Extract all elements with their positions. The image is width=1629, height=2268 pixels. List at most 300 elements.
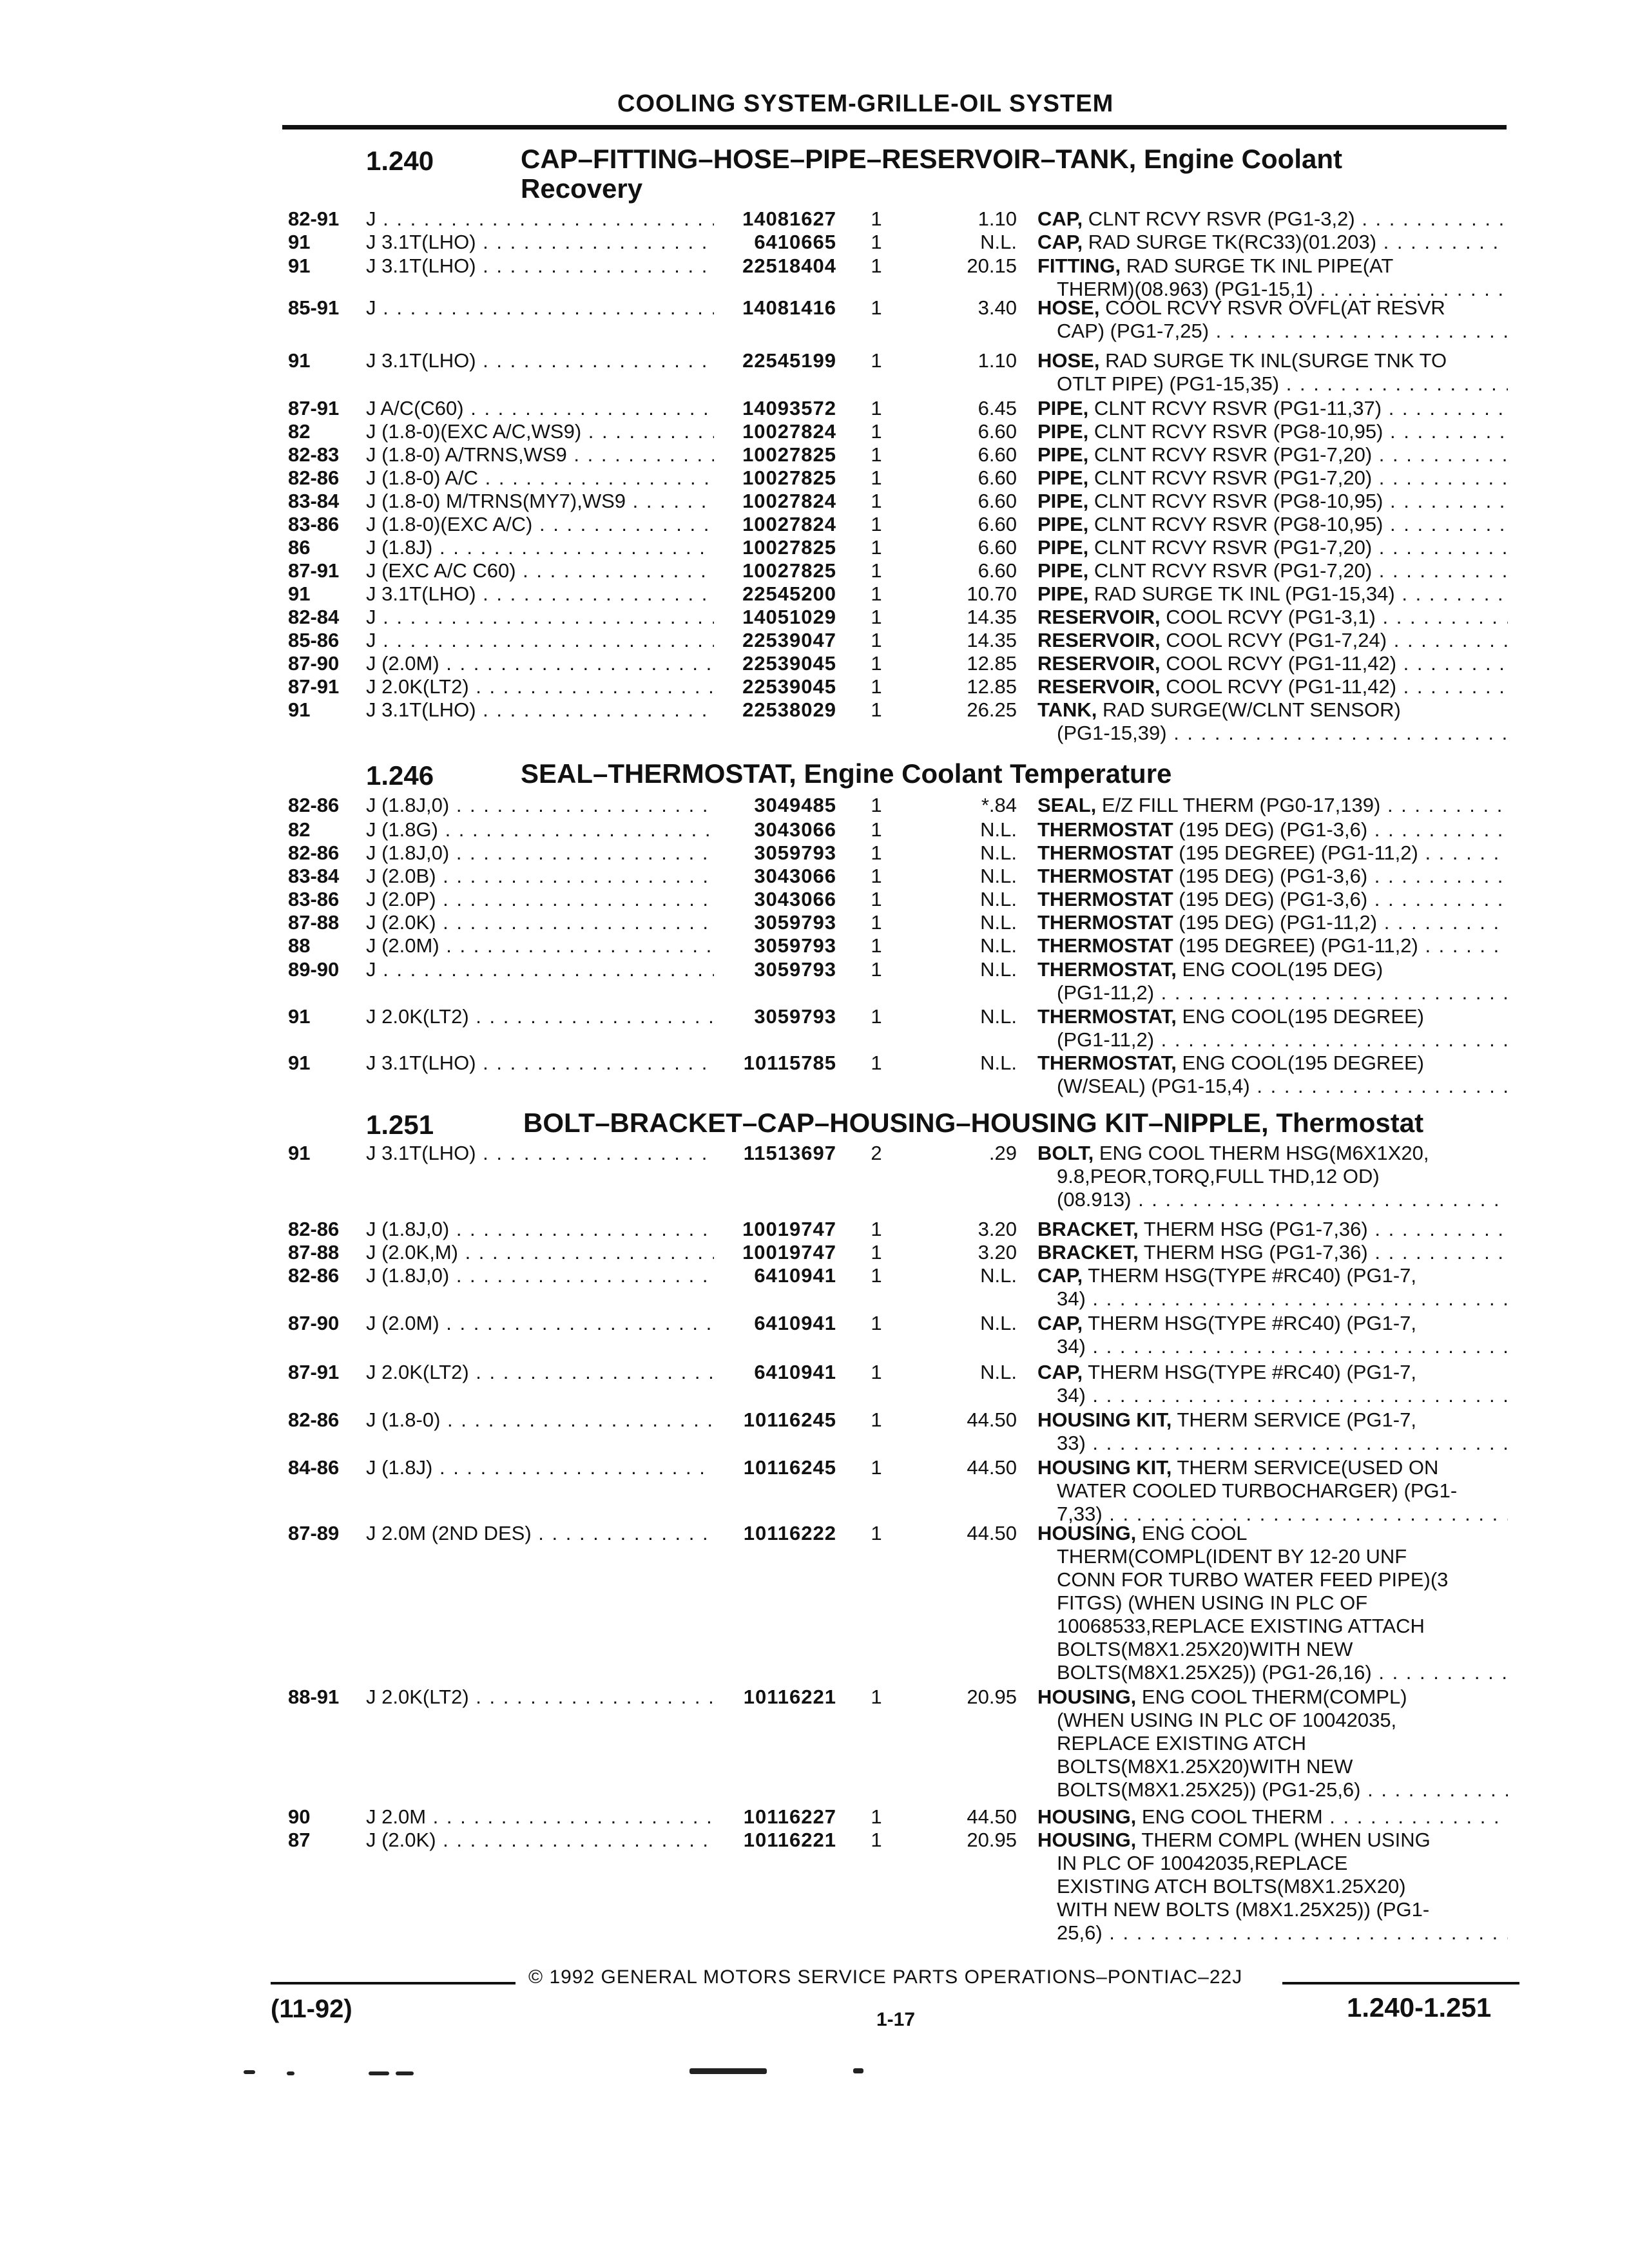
description-text: (W/SEAL) (PG1-15,4)	[1057, 1075, 1250, 1097]
description-line	[1037, 675, 1508, 698]
description-text: CAP) (PG1-7,25)	[1057, 320, 1210, 342]
description-line	[1037, 911, 1508, 934]
part-number: 10116221	[743, 1686, 836, 1708]
model-year: 87-89	[288, 1522, 340, 1544]
part-name: HOSE,	[1037, 296, 1100, 319]
quantity: 1	[871, 841, 882, 864]
description-text: (WHEN USING IN PLC OF 10042035,	[1057, 1709, 1397, 1731]
model-year: 87-91	[288, 397, 340, 419]
description-line	[1037, 207, 1508, 231]
price: 44.50	[967, 1522, 1017, 1544]
price: N.L.	[980, 818, 1017, 841]
description-line	[1037, 865, 1508, 888]
description-text: WATER COOLED TURBOCHARGER) (PG1-	[1057, 1479, 1458, 1502]
quantity: 1	[871, 207, 882, 230]
description-line	[1037, 841, 1508, 865]
part-number: 10027824	[742, 490, 836, 512]
description	[1037, 1522, 1508, 1684]
description-line	[1037, 1165, 1508, 1188]
section-title-1-240	[521, 144, 1513, 204]
description	[1037, 513, 1508, 536]
model-year: 82-86	[288, 1218, 340, 1240]
application: J 2.0K(LT2) . . .	[366, 1005, 714, 1028]
part-name: HOUSING,	[1037, 1829, 1137, 1851]
application: J (2.0M) . . .	[366, 934, 714, 957]
description-text: RAD SURGE TK(RC33)(01.203)	[1083, 231, 1377, 253]
section-title-1-246	[521, 759, 1513, 789]
quantity: 1	[871, 911, 882, 934]
application: J (2.0B) . . .	[366, 865, 714, 888]
part-name: HOSE,	[1037, 349, 1100, 372]
part-name: PIPE,	[1037, 513, 1089, 535]
description-text: ENG COOL(195 DEGREE)	[1176, 1005, 1424, 1028]
description-text: CLNT RCVY RSVR (PG1-11,37)	[1088, 397, 1382, 419]
description	[1037, 1408, 1508, 1455]
part-name: HOUSING,	[1037, 1686, 1137, 1708]
description-line	[1037, 1028, 1508, 1052]
price: 44.50	[967, 1805, 1017, 1828]
price: N.L.	[980, 1052, 1017, 1074]
description-line	[1037, 1335, 1508, 1358]
section-range: 1.240-1.251	[1347, 1992, 1492, 2023]
quantity: 1	[871, 652, 882, 675]
description	[1037, 888, 1508, 911]
model-year: 91	[288, 698, 311, 721]
description-text: THERM COMPL (WHEN USING	[1136, 1829, 1431, 1851]
part-number: 10019747	[742, 1218, 836, 1240]
description-text: THERM HSG(TYPE #RC40) (PG1-7,	[1083, 1264, 1416, 1287]
model-year: 91	[288, 1142, 311, 1164]
part-name: PIPE,	[1037, 582, 1089, 605]
description-text: (PG1-11,2)	[1057, 981, 1155, 1004]
description-line	[1037, 1921, 1508, 1945]
quantity: 1	[871, 296, 882, 319]
quantity: 1	[871, 536, 882, 559]
application: J 3.1T(LHO) . . .	[366, 255, 714, 278]
model-year: 87	[288, 1829, 311, 1851]
description-line	[1037, 1312, 1508, 1335]
description-text: (PG1-15,39)	[1057, 722, 1167, 744]
application: J . . .	[366, 296, 714, 320]
application: J 3.1T(LHO) . . .	[366, 582, 714, 606]
description-text: EXISTING ATCH BOLTS(M8X1.25X20)	[1057, 1875, 1406, 1898]
description	[1037, 1829, 1508, 1945]
part-name: FITTING,	[1037, 255, 1121, 277]
model-year: 83-84	[288, 490, 340, 512]
description-line	[1037, 981, 1508, 1004]
description-text: WITH NEW BOLTS (M8X1.25X25)) (PG1-	[1057, 1898, 1430, 1921]
description-text: 34)	[1057, 1335, 1086, 1358]
description-text: THERM SERVICE(USED ON	[1171, 1456, 1439, 1479]
application: J (1.8-0)(EXC A/C,WS9) . . .	[366, 420, 714, 443]
part-name: PIPE,	[1037, 397, 1089, 419]
quantity: 1	[871, 1052, 882, 1074]
price: 14.35	[967, 629, 1017, 651]
model-year: 89-90	[288, 958, 340, 981]
description-line	[1037, 888, 1508, 911]
part-number: 14093572	[742, 397, 836, 419]
description	[1037, 1361, 1508, 1407]
part-number: 11513697	[743, 1142, 836, 1164]
description-line	[1037, 1188, 1508, 1211]
description	[1037, 1456, 1508, 1526]
description-line	[1037, 794, 1508, 817]
part-number: 3043066	[754, 818, 836, 841]
part-name: PIPE,	[1037, 559, 1089, 582]
description	[1037, 1805, 1508, 1829]
quantity: 1	[871, 934, 882, 957]
description-text: 34)	[1057, 1384, 1086, 1407]
description-text: (195 DEG) (PG1-3,6)	[1173, 888, 1368, 910]
price: 6.60	[978, 536, 1017, 559]
description-text: 25,6)	[1057, 1921, 1103, 1944]
header-rule	[282, 125, 1507, 130]
quantity: 1	[871, 888, 882, 910]
application: J 2.0M (2ND DES) . . .	[366, 1522, 714, 1545]
description-line	[1037, 255, 1508, 278]
description-text: THERM)(08.963) (PG1-15,1)	[1057, 278, 1313, 300]
description-text: THERM(COMPL(IDENT BY 12-20 UNF	[1057, 1545, 1407, 1568]
quantity: 1	[871, 1241, 882, 1264]
description-line	[1037, 629, 1508, 652]
description-line	[1037, 296, 1508, 320]
description-line	[1037, 490, 1508, 513]
part-name: HOUSING KIT,	[1037, 1408, 1172, 1431]
application: J . . .	[366, 958, 714, 981]
description-line	[1037, 1686, 1508, 1709]
description	[1037, 231, 1508, 254]
description	[1037, 582, 1508, 606]
part-number: 22539045	[742, 675, 836, 698]
copyright-notice: © 1992 GENERAL MOTORS SERVICE PARTS OPERATIONS–PONTIAC–22J	[528, 1966, 1243, 1988]
description	[1037, 420, 1508, 443]
part-number: 22539047	[742, 629, 836, 651]
part-number: 10116222	[743, 1522, 836, 1544]
quantity: 1	[871, 1361, 882, 1383]
description	[1037, 818, 1508, 841]
description-line	[1037, 1075, 1508, 1098]
description-text: BOLTS(M8X1.25X25)) (PG1-25,6)	[1057, 1778, 1361, 1801]
description-text: COOL RCVY RSVR OVFL(AT RESVR	[1099, 296, 1445, 319]
application: J (2.0P) . . .	[366, 888, 714, 911]
application: J A/C(C60) . . .	[366, 397, 714, 420]
footer-rule-left	[271, 1982, 516, 1984]
part-number: 22538029	[742, 698, 836, 721]
description-text: BOLTS(M8X1.25X20)WITH NEW	[1057, 1755, 1353, 1778]
quantity: 1	[871, 1829, 882, 1851]
part-number: 22545199	[742, 349, 836, 372]
price: N.L.	[980, 1312, 1017, 1334]
description-text: RAD SURGE TK INL (PG1-15,34)	[1088, 582, 1395, 605]
model-year: 87-91	[288, 1361, 340, 1383]
application: J (2.0K,M) . . .	[366, 1241, 714, 1264]
description	[1037, 1264, 1508, 1311]
price: N.L.	[980, 958, 1017, 981]
model-year: 82-86	[288, 466, 340, 489]
description-line	[1037, 513, 1508, 536]
quantity: 1	[871, 559, 882, 582]
description-line	[1037, 582, 1508, 606]
description-line	[1037, 420, 1508, 443]
description-text: CLNT RCVY RSVR (PG8-10,95)	[1088, 490, 1383, 512]
part-name: RESERVOIR,	[1037, 675, 1161, 698]
description-line	[1037, 1384, 1508, 1407]
description-line	[1037, 1264, 1508, 1287]
application: J (1.8J,0) . . .	[366, 1264, 714, 1287]
section-number-1-251: 1.251	[366, 1110, 434, 1140]
price: 44.50	[967, 1456, 1017, 1479]
description-text: COOL RCVY (PG1-11,42)	[1160, 652, 1397, 675]
description-line	[1037, 1898, 1508, 1921]
part-name: HOUSING,	[1037, 1805, 1137, 1828]
description	[1037, 794, 1508, 817]
description-text: OTLT PIPE) (PG1-15,35)	[1057, 372, 1280, 395]
description-text: CLNT RCVY RSVR (PG1-3,2)	[1083, 207, 1355, 230]
quantity: 2	[871, 1142, 882, 1164]
application: J (1.8-0) A/C . . .	[366, 466, 714, 490]
application: J 2.0M . . .	[366, 1805, 714, 1829]
part-name: CAP,	[1037, 1312, 1083, 1334]
description-line	[1037, 1241, 1508, 1264]
application: J (1.8J,0) . . .	[366, 1218, 714, 1241]
description	[1037, 1005, 1508, 1052]
application: J (1.8J,0) . . .	[366, 794, 714, 817]
model-year: 85-86	[288, 629, 340, 651]
description-line	[1037, 1709, 1508, 1732]
application: J (1.8-0)(EXC A/C) . . .	[366, 513, 714, 536]
part-number: 14051029	[742, 606, 836, 628]
quantity: 1	[871, 1805, 882, 1828]
description	[1037, 606, 1508, 629]
description-text: ENG COOL THERM HSG(M6X1X20,	[1094, 1142, 1429, 1164]
section-number-1-246: 1.246	[366, 760, 434, 791]
part-name: CAP,	[1037, 1264, 1083, 1287]
description	[1037, 443, 1508, 466]
application: J (1.8G) . . .	[366, 818, 714, 841]
description	[1037, 652, 1508, 675]
description-line	[1037, 1732, 1508, 1755]
scan-speck	[853, 2068, 863, 2073]
page-header-title: COOLING SYSTEM-GRILLE-OIL SYSTEM	[617, 90, 1114, 117]
description-text: 9.8,PEOR,TORQ,FULL THD,12 OD)	[1057, 1165, 1380, 1187]
description-line	[1037, 722, 1508, 745]
section-title-line: CAP–FITTING–HOSE–PIPE–RESERVOIR–TANK, Engine Coolant	[521, 144, 1342, 174]
part-number: 3059793	[754, 841, 836, 864]
model-year: 82-91	[288, 207, 340, 230]
description-line	[1037, 231, 1508, 254]
quantity: 1	[871, 958, 882, 981]
model-year: 87-88	[288, 911, 340, 934]
part-number: 10116227	[743, 1805, 836, 1828]
part-name: THERMOSTAT	[1037, 841, 1173, 864]
price: 6.45	[978, 397, 1017, 419]
description-line	[1037, 1479, 1508, 1503]
application: J (2.0K) . . .	[366, 911, 714, 934]
price: 14.35	[967, 606, 1017, 628]
revision-date: (11-92)	[271, 1995, 352, 2023]
description-line	[1037, 320, 1508, 343]
description-line	[1037, 1408, 1508, 1432]
description-text: RAD SURGE(W/CLNT SENSOR)	[1097, 698, 1401, 721]
description-line	[1037, 1218, 1508, 1241]
part-number: 3043066	[754, 865, 836, 887]
description-line	[1037, 1568, 1508, 1591]
description	[1037, 397, 1508, 420]
part-number: 10116245	[743, 1408, 836, 1431]
description-line	[1037, 1287, 1508, 1311]
part-name: TANK,	[1037, 698, 1097, 721]
application: J 2.0K(LT2) . . .	[366, 675, 714, 698]
part-number: 22545200	[742, 582, 836, 605]
part-name: THERMOSTAT	[1037, 818, 1173, 841]
model-year: 82	[288, 818, 311, 841]
price: *.84	[981, 794, 1017, 816]
part-number: 3049485	[754, 794, 836, 816]
part-name: PIPE,	[1037, 443, 1089, 466]
description-text: (195 DEG) (PG1-11,2)	[1173, 911, 1378, 934]
model-year: 87-91	[288, 559, 340, 582]
price: N.L.	[980, 911, 1017, 934]
model-year: 82-83	[288, 443, 340, 466]
part-name: CAP,	[1037, 207, 1083, 230]
model-year: 88	[288, 934, 311, 957]
model-year: 91	[288, 231, 311, 253]
description-text: E/Z FILL THERM (PG0-17,139)	[1096, 794, 1381, 816]
application: J 2.0K(LT2) . . .	[366, 1361, 714, 1384]
quantity: 1	[871, 865, 882, 887]
quantity: 1	[871, 606, 882, 628]
description-text: RAD SURGE TK INL PIPE(AT	[1121, 255, 1394, 277]
price: 20.95	[967, 1686, 1017, 1708]
description	[1037, 536, 1508, 559]
description	[1037, 911, 1508, 934]
description-line	[1037, 1875, 1508, 1898]
section-title-1-251	[523, 1108, 1516, 1138]
scan-speck	[689, 2068, 767, 2074]
part-name: PIPE,	[1037, 490, 1089, 512]
application: J 2.0K(LT2) . . .	[366, 1686, 714, 1709]
quantity: 1	[871, 490, 882, 512]
description-line	[1037, 1778, 1508, 1802]
description-line	[1037, 1456, 1508, 1479]
quantity: 1	[871, 255, 882, 277]
price: N.L.	[980, 1005, 1017, 1028]
scan-speck	[396, 2071, 414, 2075]
part-number: 6410941	[754, 1361, 836, 1383]
model-year: 90	[288, 1805, 311, 1828]
description	[1037, 207, 1508, 231]
description	[1037, 349, 1508, 396]
part-number: 10027825	[742, 466, 836, 489]
description-text: 34)	[1057, 1287, 1086, 1310]
description-line	[1037, 1432, 1508, 1455]
application: J 3.1T(LHO) . . .	[366, 349, 714, 372]
model-year: 82-84	[288, 606, 340, 628]
quantity: 1	[871, 818, 882, 841]
scan-speck	[287, 2071, 294, 2075]
description-line	[1037, 1142, 1508, 1165]
part-number: 10115785	[743, 1052, 836, 1074]
section-title-line: BOLT–BRACKET–CAP–HOUSING–HOUSING KIT–NIPPLE, Thermostat	[523, 1108, 1424, 1138]
model-year: 82-86	[288, 841, 340, 864]
description-text: COOL RCVY (PG1-3,1)	[1160, 606, 1376, 628]
description-line	[1037, 1755, 1508, 1778]
part-number: 10027824	[742, 513, 836, 535]
quantity: 1	[871, 349, 882, 372]
part-number: 10019747	[742, 1241, 836, 1264]
price: N.L.	[980, 934, 1017, 957]
section-title-line: Recovery	[521, 173, 643, 204]
quantity: 1	[871, 1264, 882, 1287]
model-year: 91	[288, 349, 311, 372]
description-line	[1037, 1005, 1508, 1028]
part-name: CAP,	[1037, 1361, 1083, 1383]
description-text: ENG COOL(195 DEG)	[1176, 958, 1383, 981]
model-year: 87-88	[288, 1241, 340, 1264]
description-text: (195 DEGREE) (PG1-11,2)	[1173, 841, 1418, 864]
model-year: 87-90	[288, 1312, 340, 1334]
description-text: (PG1-11,2)	[1057, 1028, 1155, 1051]
quantity: 1	[871, 1686, 882, 1708]
part-name: PIPE,	[1037, 420, 1089, 443]
description-line	[1037, 559, 1508, 582]
price: N.L.	[980, 888, 1017, 910]
quantity: 1	[871, 397, 882, 419]
quantity: 1	[871, 1218, 882, 1240]
model-year: 85-91	[288, 296, 340, 319]
part-name: PIPE,	[1037, 466, 1089, 489]
application: J . . .	[366, 629, 714, 652]
model-year: 86	[288, 536, 311, 559]
description	[1037, 865, 1508, 888]
model-year: 83-86	[288, 513, 340, 535]
quantity: 1	[871, 1408, 882, 1431]
part-number: 3059793	[754, 934, 836, 957]
description-text: BOLTS(M8X1.25X20)WITH NEW	[1057, 1638, 1353, 1660]
description-line	[1037, 349, 1508, 372]
description-line	[1037, 397, 1508, 420]
price: 3.40	[978, 296, 1017, 319]
application: J (EXC A/C C60) . . .	[366, 559, 714, 582]
quantity: 1	[871, 1456, 882, 1479]
description-text: ENG COOL THERM	[1136, 1805, 1323, 1828]
price: 6.60	[978, 420, 1017, 443]
part-name: BRACKET,	[1037, 1241, 1139, 1264]
description	[1037, 1142, 1508, 1211]
model-year: 84-86	[288, 1456, 340, 1479]
price: 6.60	[978, 559, 1017, 582]
description-text: THERM HSG(TYPE #RC40) (PG1-7,	[1083, 1361, 1416, 1383]
description-text: THERM HSG (PG1-7,36)	[1138, 1218, 1368, 1240]
application: J (2.0M) . . .	[366, 652, 714, 675]
price: 6.60	[978, 513, 1017, 535]
price: 26.25	[967, 698, 1017, 721]
model-year: 88-91	[288, 1686, 340, 1708]
description-text: (195 DEG) (PG1-3,6)	[1173, 865, 1368, 887]
part-number: 3059793	[754, 958, 836, 981]
scan-speck	[369, 2071, 389, 2075]
part-name: CAP,	[1037, 231, 1083, 253]
part-number: 22518404	[742, 255, 836, 277]
description-text: BOLTS(M8X1.25X25)) (PG1-26,16)	[1057, 1661, 1372, 1684]
description-text: 7,33)	[1057, 1503, 1103, 1525]
quantity: 1	[871, 582, 882, 605]
description-line	[1037, 1522, 1508, 1545]
application: J 3.1T(LHO) . . .	[366, 698, 714, 722]
price: 3.20	[978, 1241, 1017, 1264]
model-year: 91	[288, 255, 311, 277]
model-year: 87-91	[288, 675, 340, 698]
